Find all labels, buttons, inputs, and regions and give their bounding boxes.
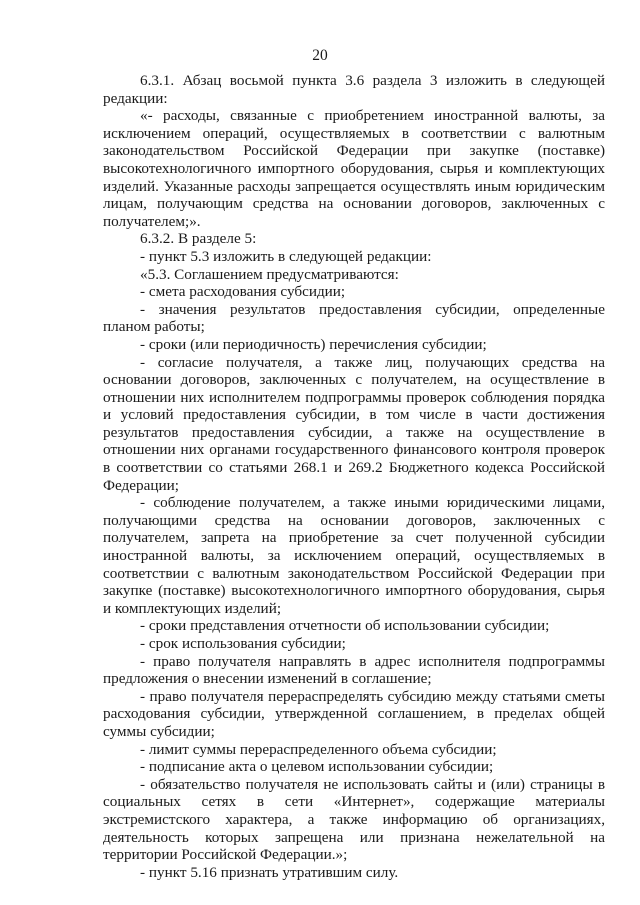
- list-item: - сроки представления отчетности об использовании субсидии;: [140, 617, 550, 635]
- list-item: - смета расходования субсидии;: [140, 283, 346, 301]
- list-item: - срок использования субсидии;: [140, 635, 346, 652]
- list-item: - пункт 5.16 признать утратившим силу.: [140, 863, 399, 881]
- list-item: - соблюдение получателем, а также иными юридическими лицами, получающими средства на основании договоров, заключенных с получателем, запрета на приобретение за счет полученной субсидии иностранной валюты, за исключением операций, осуществляемых в соответствии с валютным законодательством Российской Федерации при закупке (поставке) высокотехнологичного импортного оборудования, сырья и комплектующих изделий;: [103, 494, 605, 617]
- list-item: - согласие получателя, а также лиц, получающих средства на основании договоров, заключенных с получателем, на осуществление в отношении них исполнителем подпрограммы проверок соблюдения порядка и условий предоставления субсидии, в том числе в части достижения результатов предоставления субсидии, а также на осуществление в отношении них органами государственного финансового контроля проверок в соответствии со статьями 268.1 и 269.2 Бюджетного кодекса Российской Федерации;: [103, 353, 605, 494]
- list-item: - подписание акта о целевом использовании субсидии;: [140, 758, 494, 776]
- paragraph: «- расходы, связанные с приобретением иностранной валюты, за исключением операций, осуществляемых в соответствии с валютным законодательством Российской Федерации при закупке (поставке) высокотехнологичного импортного оборудования, сырья и комплектующих изделий. Указанные расходы запрещается осуществлять иным юридическим лицам, получающим средства на основании договоров, заключенных с получателем;».: [103, 107, 605, 230]
- paragraph: 6.3.1. Абзац восьмой пункта 3.6 раздела 3 изложить в следующей редакции:: [103, 72, 605, 107]
- list-item: - лимит суммы перераспределенного объема субсидии;: [140, 740, 497, 758]
- list-item: - сроки (или периодичность) перечисления субсидии;: [140, 335, 487, 353]
- list-item: - обязательство получателя не использовать сайты и (или) страницы в социальных сетях в сети «Интернет», содержащие материалы экстремистского характера, а также информацию об организациях, деятельность которых запрещена или признана нежелательной на территории Российской Федерации.»;: [103, 775, 605, 864]
- paragraph: 6.3.2. В разделе 5:: [140, 230, 257, 248]
- list-item: - право получателя направлять в адрес исполнителя подпрограммы предложения о внесении изменений в соглашение;: [103, 652, 605, 688]
- paragraph: - пункт 5.3 изложить в следующей редакции:: [140, 247, 432, 265]
- page-number: 20: [312, 47, 328, 64]
- list-item: - право получателя перераспределять субсидию между статьями сметы расходования субсидии, утвержденной соглашением, в пределах общей суммы субсидии;: [103, 687, 605, 740]
- document-body: [103, 72, 605, 881]
- paragraph: «5.3. Соглашением предусматриваются:: [140, 265, 399, 283]
- list-item: - значения результатов предоставления субсидии, определенные планом работы;: [103, 300, 605, 336]
